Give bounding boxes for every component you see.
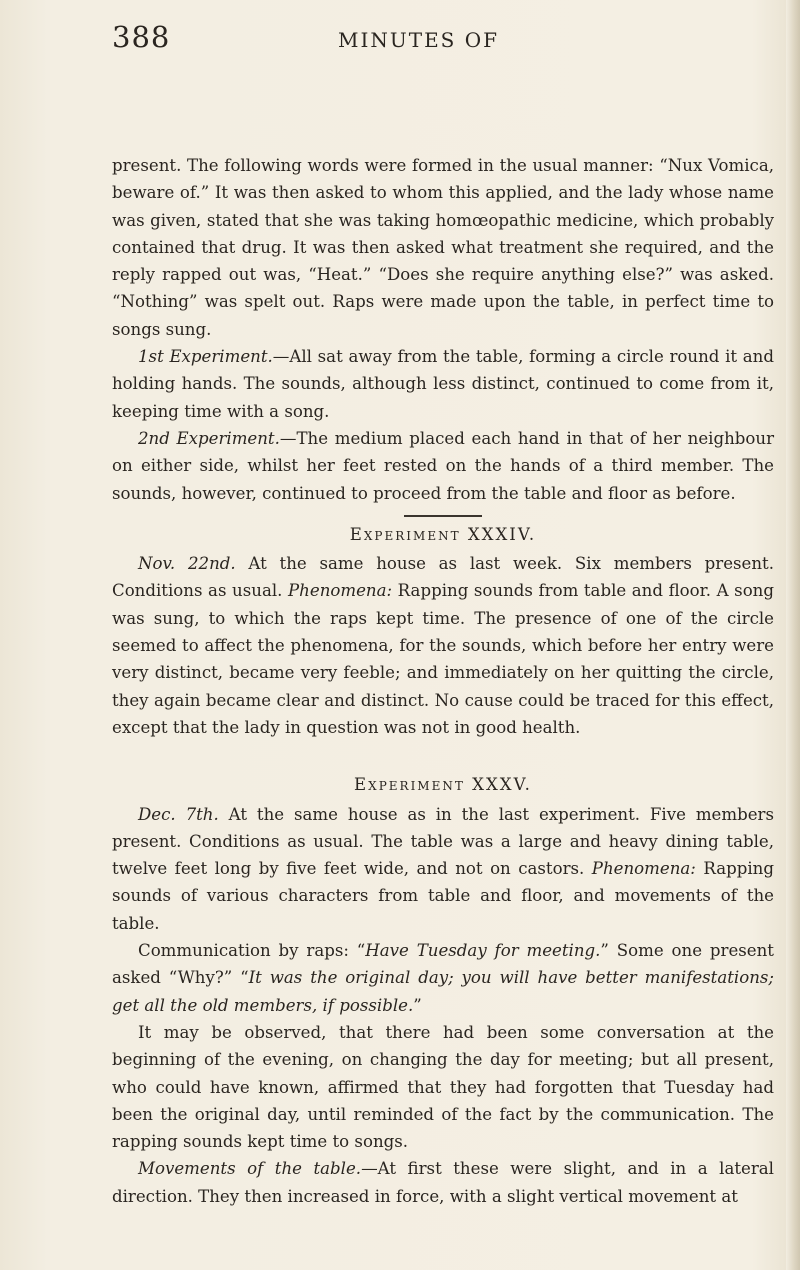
section-divider xyxy=(404,515,482,517)
paragraph-movements xyxy=(112,1155,774,1210)
communication-text: Communication by raps: “ xyxy=(138,941,366,961)
communication-quote: Have Tuesday for meeting. xyxy=(365,941,601,961)
paragraph-first-experiment xyxy=(112,343,774,425)
page-body xyxy=(112,152,774,1210)
communication-text: ” xyxy=(413,995,422,1015)
movements-label: Movements of the table. xyxy=(138,1159,362,1179)
communication-quote: It was the original day; you will have better manifestations; get all the old members, if possible. xyxy=(112,968,774,1015)
experiment-text: At the same house as last week. Six members present. Conditions as usual. xyxy=(112,554,774,601)
page-edge xyxy=(786,0,800,1270)
paragraph-communication xyxy=(112,937,774,1019)
page-header xyxy=(112,20,772,60)
experiment-text: Rapping sounds of various characters from table and floor, and movements of the table. xyxy=(112,859,774,933)
page-number: 388 xyxy=(112,20,171,54)
paragraph-experiment-34 xyxy=(112,550,774,741)
paragraph-continued: present. The following words were formed in the usual manner: “Nux Vomica, beware of.” It was then asked to whom this applied, and the lady whose name was given, stated that she was taking homœopathic medicine, which probably contained that drug. It was then asked what treatment she required, and the reply rapped out was, “Heat.” “Does she require anything else?” was asked. “Nothing” was spelt out. Raps were made upon the table, in perfect time to songs sung. xyxy=(112,156,774,339)
date-label: Nov. 22nd. xyxy=(138,554,236,574)
section-heading-experiment-35: Experiment XXXV. xyxy=(354,775,532,795)
section-heading-experiment-34: Experiment XXXIV. xyxy=(349,524,537,544)
experiment-text: Rapping sounds from table and floor. A song was sung, to which the raps kept time. The presence of one of the circle seemed to affect the phenomena, for the sounds, which before her entry were very distinct, became very feeble; and immediately on her quitting the circle, they again became clear and distinct. No cause could be traced for this effect, except that the lady in question was not in good health. xyxy=(112,581,774,737)
paragraph-experiment-35 xyxy=(112,801,774,937)
paragraph-observation: It may be observed, that there had been some conversation at the beginning of the evening, on changing the day for meeting; but all present, who could have known, affirmed that they had forgotten that Tuesday had been the original day, until reminded of the fact by the communication. The rapping sounds kept time to songs. xyxy=(112,1022,774,1152)
phenomena-label: Phenomena: xyxy=(591,859,696,879)
movements-text: —At first these were slight, and in a lateral direction. They then increased in force, with a slight vertical movement at xyxy=(112,1159,774,1206)
phenomena-label: Phenomena: xyxy=(288,581,393,601)
communication-text: ” Some one present asked “Why?” “ xyxy=(112,941,774,988)
experiment-text: —The medium placed each hand in that of her neighbour on either side, whilst her feet rested on the hands of a third member. The sounds, however, continued to proceed from the table and floor as before. xyxy=(112,428,775,503)
experiment-text: —All sat away from the table, forming a circle round it and holding hands. The sounds, although less distinct, continued to come from it, keeping time with a song. xyxy=(112,347,774,421)
experiment-label: 1st Experiment. xyxy=(138,347,273,367)
paragraph-second-experiment xyxy=(112,425,774,507)
experiment-text: At the same house as in the last experiment. Five members present. Conditions as usual. The table was a large and heavy dining table, twelve feet long by five feet wide, and not on castors. xyxy=(112,804,774,879)
running-title: MINUTES OF xyxy=(338,28,500,52)
experiment-label: 2nd Experiment. xyxy=(138,428,280,448)
date-label: Dec. 7th. xyxy=(138,804,219,824)
